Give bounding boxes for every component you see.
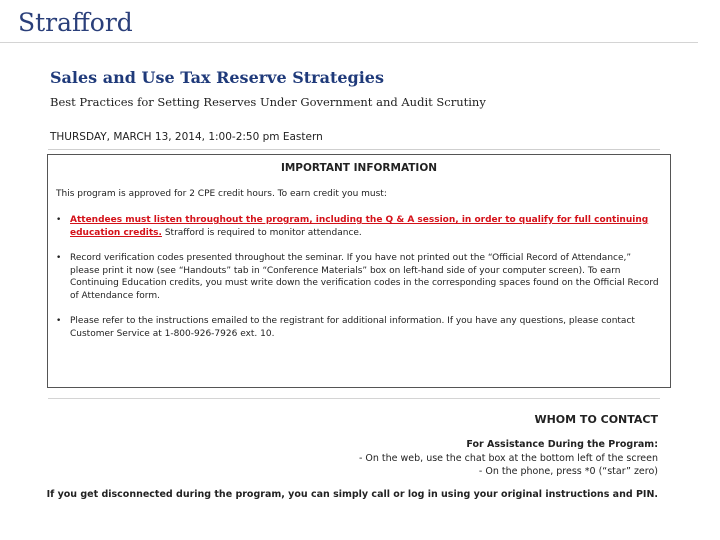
contact-divider <box>48 398 660 399</box>
attendance-bullet-text <box>70 214 662 239</box>
slide-title: Sales and Use Tax Reserve Strategies <box>50 68 384 87</box>
strafford-logo: Strafford <box>18 8 133 37</box>
whom-to-contact-heading: WHOM TO CONTACT <box>534 413 658 426</box>
important-information-box <box>47 154 671 388</box>
bullet-glyph: • <box>56 316 62 326</box>
web-assistance-line: - On the web, use the chat box at the bottom left of the screen <box>358 453 658 464</box>
bullet-glyph: • <box>56 253 62 263</box>
instructions-text: Please refer to the instructions emailed to the registrant for additional information. If you have any questions, please contact Customer Service at 1-800-926-7926 ext. 10. <box>70 316 635 339</box>
date-divider <box>48 149 660 150</box>
assistance-title: For Assistance During the Program: <box>466 439 658 450</box>
phone-assistance-line: - On the phone, press *0 (“star” zero) <box>478 466 658 477</box>
slide-subtitle: Best Practices for Setting Reserves Under Government and Audit Scrutiny <box>50 95 486 109</box>
attendance-bullet <box>56 214 662 239</box>
attendance-monitor-note: Strafford is required to monitor attendance. <box>161 227 362 238</box>
instructions-bullet <box>56 315 662 340</box>
attendance-requirement-emphasis: Attendees must listen throughout the program, including the Q & A session, in order to qualify for full continuing education credits. <box>70 215 649 238</box>
important-information-heading: IMPORTANT INFORMATION <box>280 162 438 174</box>
cpe-credit-intro: This program is approved for 2 CPE credit hours. To earn credit you must: <box>56 189 387 199</box>
header-divider <box>0 42 698 43</box>
disconnect-note: If you get disconnected during the program, you can simply call or log in using your original instructions and PIN. <box>46 489 658 500</box>
verification-codes-bullet <box>56 252 662 302</box>
verification-codes-text: Record verification codes presented throughout the seminar. If you have not printed out the “Official Record of Attendance,” please print it now (see “Handouts” tab in “Conference Materials” box on left-hand side of your computer screen). To earn Continuing Education credits, you must write down the verification codes in the corresponding spaces found on the Official Record of Attendance form. <box>70 253 659 301</box>
bullet-glyph: • <box>56 215 62 225</box>
program-date: THURSDAY, MARCH 13, 2014, 1:00-2:50 pm Eastern <box>50 131 323 143</box>
